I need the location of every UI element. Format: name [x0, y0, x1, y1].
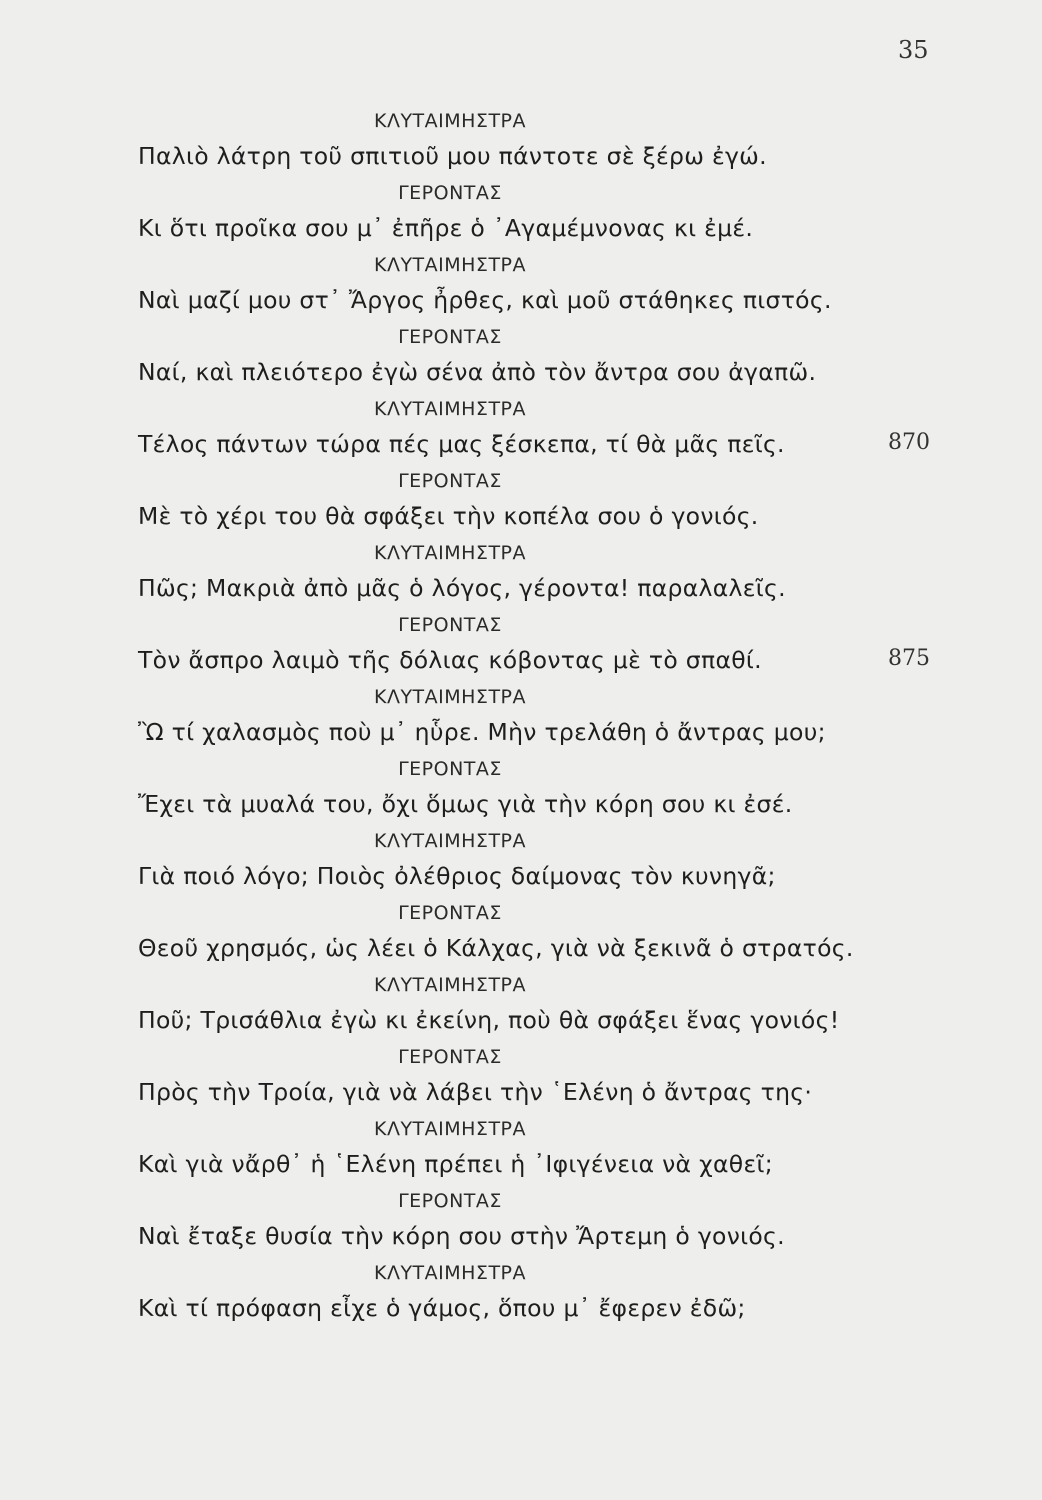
exchange	[0, 108, 1042, 180]
speaker-label: ΚΛΥΤΑΙΜΗΣΤΡΑ	[373, 830, 527, 852]
exchange	[0, 468, 1042, 540]
exchange	[0, 252, 1042, 324]
page-number: 35	[898, 36, 929, 64]
speaker-label: ΓΕΡΟΝΤΑΣ	[398, 326, 502, 348]
speaker-label: ΓΕΡΟΝΤΑΣ	[398, 758, 502, 780]
verse-line: Ναί, καὶ πλειότερο ἐγὼ σένα ἀπὸ τὸν ἄντρα σου ἀγαπῶ.	[138, 358, 817, 386]
speaker-label: ΓΕΡΟΝΤΑΣ	[398, 182, 502, 204]
speaker-label: ΚΛΥΤΑΙΜΗΣΤΡΑ	[373, 254, 527, 276]
speaker-label: ΚΛΥΤΑΙΜΗΣΤΡΑ	[373, 398, 527, 420]
exchange	[0, 180, 1042, 252]
verse-line: Τὸν ἄσπρο λαιμὸ τῆς δόλιας κόβοντας μὲ τὸ σπαθί.	[138, 646, 762, 674]
line-number: 875	[888, 646, 930, 671]
verse-line: Πρὸς τὴν Τροία, γιὰ νὰ λάβει τὴν ῾Ελένη ὁ ἄντρας της·	[138, 1078, 813, 1106]
exchange	[0, 828, 1042, 900]
verse-line: Κι ὅτι προῖκα σου μ᾿ ἐπῆρε ὁ ᾿Αγαμέμνονας κι ἐμέ.	[138, 214, 754, 242]
speaker-label: ΓΕΡΟΝΤΑΣ	[398, 1046, 502, 1068]
exchange	[0, 972, 1042, 1044]
verse-line: Καὶ γιὰ νἄρθ᾿ ἡ ῾Ελένη πρέπει ἡ ᾿Ιφιγένεια νὰ χαθεῖ;	[138, 1150, 773, 1178]
exchange	[0, 396, 1042, 468]
verse-line: Μὲ τὸ χέρι του θὰ σφάξει τὴν κοπέλα σου ὁ γονιός.	[138, 502, 759, 530]
speaker-label: ΓΕΡΟΝΤΑΣ	[398, 902, 502, 924]
speaker-label: ΚΛΥΤΑΙΜΗΣΤΡΑ	[373, 974, 527, 996]
verse-line: Ναὶ ἔταξε θυσία τὴν κόρη σου στὴν Ἄρτεμη ὁ γονιός.	[138, 1222, 785, 1250]
verse-line: Ἔχει τὰ μυαλά του, ὄχι ὅμως γιὰ τὴν κόρη σου κι ἐσέ.	[138, 790, 793, 818]
speaker-label: ΓΕΡΟΝΤΑΣ	[398, 1190, 502, 1212]
verse-line: Ναὶ μαζί μου στ᾿ Ἄργος ἦρθες, καὶ μοῦ στάθηκες πιστός.	[138, 286, 832, 314]
dialogue	[0, 108, 1042, 1332]
exchange	[0, 900, 1042, 972]
exchange	[0, 540, 1042, 612]
verse-line: Πῶς; Μακριὰ ἀπὸ μᾶς ὁ λόγος, γέροντα! παραλαλεῖς.	[138, 574, 786, 602]
verse-line: Τέλος πάντων τώρα πές μας ξέσκεπα, τί θὰ μᾶς πεῖς.	[138, 430, 785, 458]
speaker-label: ΚΛΥΤΑΙΜΗΣΤΡΑ	[373, 542, 527, 564]
exchange	[0, 324, 1042, 396]
speaker-label: ΓΕΡΟΝΤΑΣ	[398, 470, 502, 492]
line-number: 870	[888, 430, 930, 455]
exchange	[0, 612, 1042, 684]
speaker-label: ΚΛΥΤΑΙΜΗΣΤΡΑ	[373, 1118, 527, 1140]
exchange	[0, 1188, 1042, 1260]
speaker-label: ΓΕΡΟΝΤΑΣ	[398, 614, 502, 636]
exchange	[0, 1260, 1042, 1332]
verse-line: Καὶ τί πρόφαση εἶχε ὁ γάμος, ὅπου μ᾿ ἔφερεν ἐδῶ;	[138, 1294, 746, 1322]
exchange	[0, 1044, 1042, 1116]
speaker-label: ΚΛΥΤΑΙΜΗΣΤΡΑ	[373, 110, 527, 132]
speaker-label: ΚΛΥΤΑΙΜΗΣΤΡΑ	[373, 1262, 527, 1284]
verse-line: Παλιὸ λάτρη τοῦ σπιτιοῦ μου πάντοτε σὲ ξέρω ἐγώ.	[138, 142, 767, 170]
verse-line: Ὢ τί χαλασμὸς ποὺ μ᾿ ηὗρε. Μὴν τρελάθη ὁ ἄντρας μου;	[138, 718, 826, 746]
verse-line: Ποῦ; Τρισάθλια ἐγὼ κι ἐκείνη, ποὺ θὰ σφάξει ἕνας γονιός!	[138, 1006, 840, 1034]
verse-line: Θεοῦ χρησμός, ὡς λέει ὁ Κάλχας, γιὰ νὰ ξεκινᾶ ὁ στρατός.	[138, 934, 854, 962]
speaker-label: ΚΛΥΤΑΙΜΗΣΤΡΑ	[373, 686, 527, 708]
exchange	[0, 1116, 1042, 1188]
exchange	[0, 756, 1042, 828]
exchange	[0, 684, 1042, 756]
verse-line: Γιὰ ποιό λόγο; Ποιὸς ὀλέθριος δαίμονας τὸν κυνηγᾶ;	[138, 862, 776, 890]
